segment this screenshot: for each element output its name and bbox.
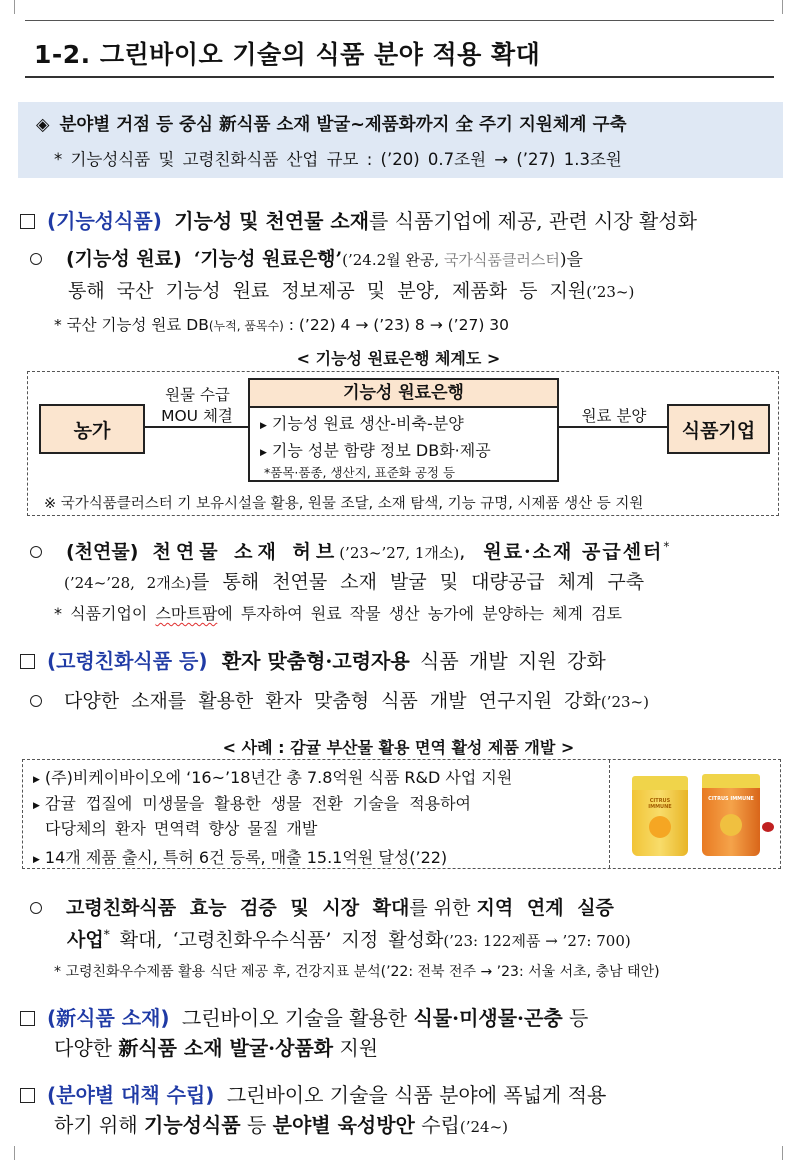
functional-bank-item2: ▶ 기능 성분 함량 정보 DB화·제공 <box>260 441 491 460</box>
right-label-distribution: 원료 분양 <box>581 407 647 425</box>
bullet-circle-icon <box>30 695 42 707</box>
checkbox-square-icon <box>20 1088 35 1103</box>
crop-mark <box>14 0 15 14</box>
banner-main: ◈ 분야별 거점 등 중심 新식품 소재 발굴~제품화까지 全 주기 지원체계 구축 <box>36 115 627 135</box>
top-rule <box>25 20 774 21</box>
title-underline <box>25 76 774 78</box>
item-patient-food: 다양한 소재를 활용한 환자 맞춤형 식품 개발 연구지원 강화(’23~) <box>30 686 649 713</box>
block4-line2: 하기 위해 기능성식품 등 분야별 육성방안 수립(’24~) <box>54 1113 508 1137</box>
block1-heading: (기능성식품) 기능성 및 천연물 소재를 식품기업에 제공, 관련 시장 활성화 <box>20 205 697 234</box>
block3-heading: (新식품 소재) 그린바이오 기술을 활용한 식물·미생물·곤충 등 <box>20 1002 588 1031</box>
triangle-bullet-icon: ▶ <box>33 855 40 865</box>
item-functional-ingredient: (기능성 원료) ‘기능성 원료은행’(’24.2월 완공, 국가식품클러스터)을 <box>30 244 583 271</box>
case-line1: ▶ (주)비케이바이오에 ‘16~’18년간 총 7.8억원 식품 R&D 사업 지원 <box>33 768 513 787</box>
item-natural-product: (천연물) 천연물 소재 허브(’23~’27, 1개소), 원료·소재 공급센터* <box>30 537 669 564</box>
left-label-mou: MOU 체결 <box>161 407 233 425</box>
bullet-circle-icon <box>30 546 42 558</box>
case-line3: ▶ 14개 제품 출시, 특허 6건 등록, 매출 15.1억원 달성(’22) <box>33 848 448 867</box>
triangle-bullet-icon: ▶ <box>33 775 40 785</box>
case-title: < 사례 : 감귤 부산물 활용 면역 활성 제품 개발 > <box>222 738 575 757</box>
crop-mark <box>14 1146 15 1160</box>
triangle-bullet-icon: ▶ <box>260 421 267 431</box>
item-functional-ingredient-note: * 국산 기능성 원료 DB(누적, 품목수) : (’22) 4 → (’23) 8 → (’27) 30 <box>54 316 510 334</box>
item-elderly-food-line2: 사업* 확대, ‘고령친화우수식품’ 지정 활성화(’23: 122제품 → ’27: 700) <box>67 927 631 951</box>
checkbox-square-icon <box>20 1011 35 1026</box>
triangle-bullet-icon: ▶ <box>260 448 267 458</box>
crop-mark <box>782 0 783 14</box>
item-natural-product-line2: (’24~’28, 2개소)를 통해 천연물 소재 발굴 및 대량공급 체계 구축 <box>64 571 645 593</box>
crop-mark <box>782 1146 783 1160</box>
left-label-supply: 원물 수급 <box>165 386 230 404</box>
block3-line2: 다양한 新식품 소재 발굴·상품화 지원 <box>54 1036 379 1060</box>
diagram-title: < 기능성 원료은행 체계도 > <box>296 349 501 368</box>
bullet-circle-icon <box>30 902 42 914</box>
right-connector <box>559 426 667 428</box>
left-connector <box>145 426 248 428</box>
functional-bank-title: 기능성 원료은행 <box>250 380 557 408</box>
case-line2b: 다당체의 환자 면역력 향상 물질 개발 <box>45 819 318 838</box>
functional-bank-item1: ▶ 기능성 원료 생산-비축-분양 <box>260 414 464 433</box>
diamond-icon: ◈ <box>36 115 50 135</box>
bullet-circle-icon <box>30 253 42 265</box>
functional-bank-box <box>248 378 559 482</box>
product-photo <box>612 762 778 866</box>
item-functional-ingredient-line2: 통해 국산 기능성 원료 정보제공 및 분양, 제품화 등 지원(’23~) <box>68 280 635 302</box>
food-company-box: 식품기업 <box>667 404 770 454</box>
case-divider <box>609 760 611 868</box>
block4-heading: (분야별 대책 수립) 그린바이오 기술을 식품 분야에 폭넓게 적용 <box>20 1079 606 1108</box>
checkbox-square-icon <box>20 654 35 669</box>
red-dot <box>762 822 774 832</box>
block2-heading: (고령친화식품 등) 환자 맞춤형·고령자용 식품 개발 지원 강화 <box>20 645 606 674</box>
banner-note: * 기능성식품 및 고령친화식품 산업 규모 : (’20) 0.7조원 → (’27) 1.3조원 <box>54 150 622 169</box>
product-jar-orange: CITRUS IMMUNE <box>702 774 760 856</box>
item-natural-product-note: * 식품기업이 스마트팜에 투자하여 원료 작물 생산 농가에 분양하는 체계 검토 <box>54 604 623 623</box>
section-title: 1-2. 그린바이오 기술의 식품 분야 적용 확대 <box>34 40 541 69</box>
farm-box: 농가 <box>39 404 145 454</box>
case-line2: ▶ 감귤 껍질에 미생물을 활용한 생물 전환 기술을 적용하여 <box>33 794 472 813</box>
functional-bank-note: *품목·품종, 생산지, 표준화 공정 등 <box>264 465 456 480</box>
item-elderly-food-note: * 고령친화우수제품 활용 식단 제공 후, 건강지표 분석(’22: 전북 전주 → ’23: 서울 서초, 충남 태안) <box>54 964 660 980</box>
product-jar-yellow: CITRUS IMMUNE <box>632 776 688 856</box>
checkbox-square-icon <box>20 214 35 229</box>
diagram-footer: ※ 국가식품클러스터 기 보유시설을 활용, 원물 조달, 소재 탐색, 기능 규명, 시제품 생산 등 지원 <box>44 496 644 512</box>
item-elderly-food: 고령친화식품 효능 검증 및 시장 확대를 위한 지역 연계 실증 <box>30 893 614 920</box>
triangle-bullet-icon: ▶ <box>33 801 40 811</box>
